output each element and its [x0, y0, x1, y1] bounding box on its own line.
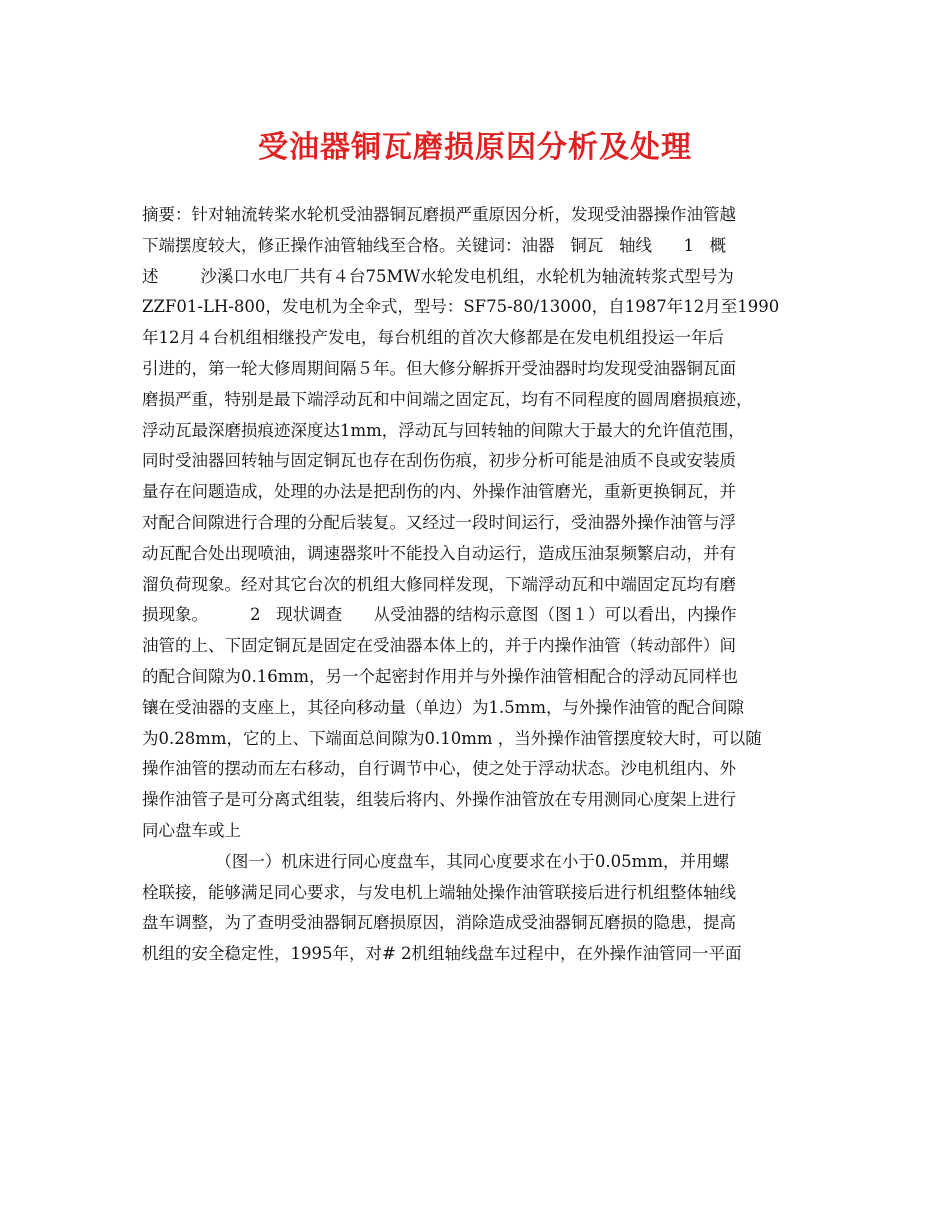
text-line: 同心盘车或上 [142, 820, 241, 840]
text-line: 对配合间隙进行合理的分配后装复。又经过一段时间运行，受油器外操作油管与浮 [142, 512, 736, 532]
text-line: 磨损严重，特别是最下端浮动瓦和中间端之固定瓦，均有不同程度的圆周磨损痕迹， [142, 389, 753, 409]
text-line: 述 沙溪口水电厂共有４台75MW水轮发电机组，水轮机为轴流转浆式型号为 [142, 266, 734, 286]
text-line: 机组的安全稳定性，1995年，对# 2机组轴线盘车过程中，在外操作油管同一平面 [142, 944, 742, 964]
document-title: 受油器铜瓦磨损原因分析及处理 [258, 130, 692, 165]
text-line: 操作油管子是可分离式组装，组装后将内、外操作油管放在专用测同心度架上进行 [142, 790, 736, 810]
text-line: 下端摆度较大，修正操作油管轴线至合格。关键词：油器 铜瓦 轴线 1 概 [142, 235, 727, 255]
text-line: ZZF01-LH-800，发电机为全伞式，型号：SF75-80/13000，自1987年12月至1990 [142, 297, 780, 317]
text-line: 同时受油器回转轴与固定铜瓦也存在刮伤伤痕，初步分析可能是油质不良或安装质 [142, 451, 736, 471]
text-line: 油管的上、下固定铜瓦是固定在受油器本体上的，并于内操作油管（转动部件）间 [142, 636, 736, 656]
text-line: 动瓦配合处出现喷油，调速器浆叶不能投入自动运行，造成压油泵频繁启动，并有 [142, 543, 736, 563]
text-line: 盘车调整，为了查明受油器铜瓦磨损原因，消除造成受油器铜瓦磨损的隐患，提高 [142, 913, 736, 933]
text-line: 摘要：针对轴流转桨水轮机受油器铜瓦磨损严重原因分析，发现受油器操作油管越 [142, 205, 736, 224]
text-line: 溜负荷现象。经对其它台次的机组大修同样发现，下端浮动瓦和中端固定瓦均有磨 [142, 574, 736, 594]
text-line: 镶在受油器的支座上，其径向移动量（单边）为1.5mm，与外操作油管的配合间隙 [142, 697, 745, 717]
text-line: 引进的，第一轮大修周期间隔５年。但大修分解拆开受油器时均发现受油器铜瓦面 [142, 358, 736, 378]
text-line: 操作油管的摆动而左右移动，自行调节中心，使之处于浮动状态。沙电机组内、外 [142, 759, 736, 779]
text-line: 年12月４台机组相继投产发电，每台机组的首次大修都是在发电机组投运一年后 [142, 328, 724, 348]
text-line: （图一）机床进行同心度盘车，其同心度要求在小于0.05mm，并用螺 [142, 851, 729, 871]
text-line: 浮动瓦最深磨损痕迹深度达1mm，浮动瓦与回转轴的间隙大于最大的允许值范围， [142, 420, 745, 440]
text-line: 损现象。 2 现状调查 从受油器的结构示意图（图１）可以看出，内操作 [142, 605, 737, 625]
text-line: 量存在问题造成，处理的办法是把刮伤的内、外操作油管磨光，重新更换铜瓦，并 [142, 482, 736, 502]
text-line: 为0.28mm，它的上、下端面总间隙为0.10mm ，当外操作油管摆度较大时，可以随 [142, 728, 762, 748]
text-line: 栓联接，能够满足同心要求，与发电机上端轴处操作油管联接后进行机组整体轴线 [142, 882, 736, 902]
document-body [142, 200, 812, 970]
text-line: 的配合间隙为0.16mm，另一个起密封作用并与外操作油管相配合的浮动瓦同样也 [142, 666, 739, 686]
